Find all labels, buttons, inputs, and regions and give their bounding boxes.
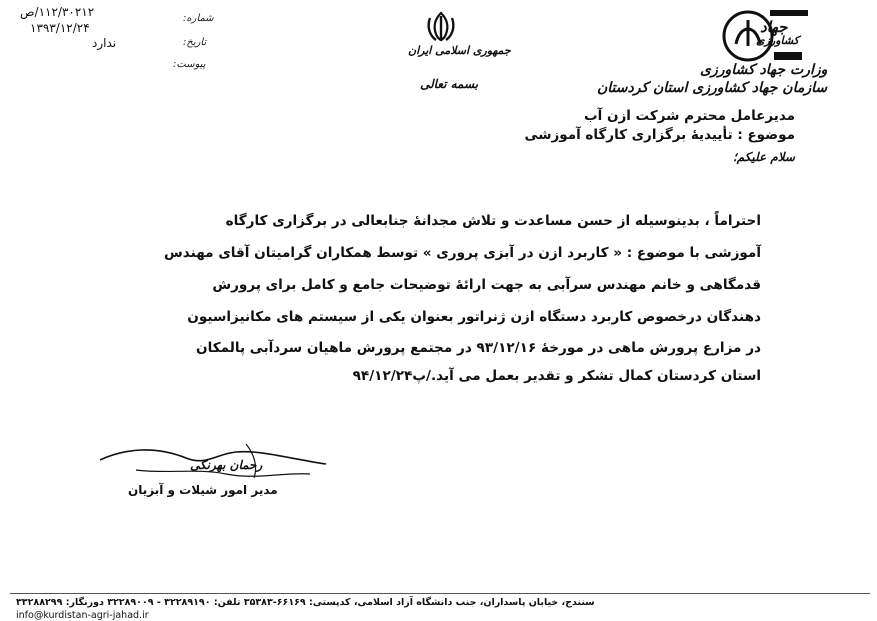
subject-line: موضوع : تأییدیهٔ برگزاری کارگاه آموزشی [524, 127, 795, 143]
signatory-name: رحمان بهرنکی [190, 458, 263, 472]
body-line: آموزشی با موضوع : « کاربرد ازن در آبزی پروری » توسط همکاران گرامیتان آقای مهندس [164, 245, 761, 261]
body-line: در مزارع پرورش ماهی در مورخهٔ ۹۳/۱۲/۱۶ در مجتمع پرورش ماهیان سردآبی پالمکان [196, 340, 761, 356]
body-line: استان کردستان کمال تشکر و تقدیر بعمل می آید./پ۹۴/۱۲/۲۴ [352, 368, 761, 384]
ministry-name: وزارت جهاد کشاورزی [700, 62, 828, 78]
letter-number-label: شماره: [183, 13, 214, 24]
letter-attachment-label: پیوست: [173, 59, 206, 70]
letter-date-label: تاریخ: [183, 37, 207, 48]
signatory-title: مدیر امور شیلات و آبزیان [128, 483, 278, 497]
iran-emblem-icon [424, 10, 458, 44]
emblem-country-name: جمهوری اسلامی ایران [408, 44, 511, 57]
body-line: قدمگاهی و خانم مهندس سرآبی به جهت ارائهٔ توضیحات جامع و کامل برای پرورش [212, 277, 761, 293]
organization-name: سازمان جهاد کشاورزی استان کردستان [597, 80, 828, 96]
invocation-text: بسمه تعالی [420, 77, 479, 91]
recipient-line: مدیرعامل محترم شرکت ازن آب [584, 108, 795, 124]
footer-divider [10, 593, 870, 594]
greeting-line: سلام علیکم؛ [732, 150, 795, 164]
body-line: احتراماً ، بدینوسیله از حسن مساعدت و تلاش مجدانهٔ جنابعالی در برگزاری کارگاه [225, 213, 761, 229]
letter-date-value: ۱۳۹۳/۱۲/۲۴ [30, 21, 90, 35]
footer-email: info@kurdistan-agri-jahad.ir [16, 610, 149, 621]
logo-text-agriculture: کشاورزی [756, 34, 799, 47]
letter-attachment-value: ندارد [92, 36, 117, 50]
letter-number-value: ۱۱۲/۳۰۲۱۲/ص [20, 5, 95, 19]
body-line: دهندگان درخصوص کاربرد دستگاه ازن ژنراتور بعنوان یکی از سیستم های مکانیزاسیون [187, 309, 761, 325]
logo-text-jihad: جهاد [760, 18, 788, 36]
footer-address: سنندج، خیابان پاسداران، جنب دانشگاه آزاد اسلامی، کدپستی: ۶۶۱۶۹-۳۵۳۸۳ تلفن: ۳۲۲۸۹۱۹۰ - ۳۲۲۸۹۰۰۹ دورنگار: ۳۳۲۸۸۲۹۹ [16, 597, 595, 608]
